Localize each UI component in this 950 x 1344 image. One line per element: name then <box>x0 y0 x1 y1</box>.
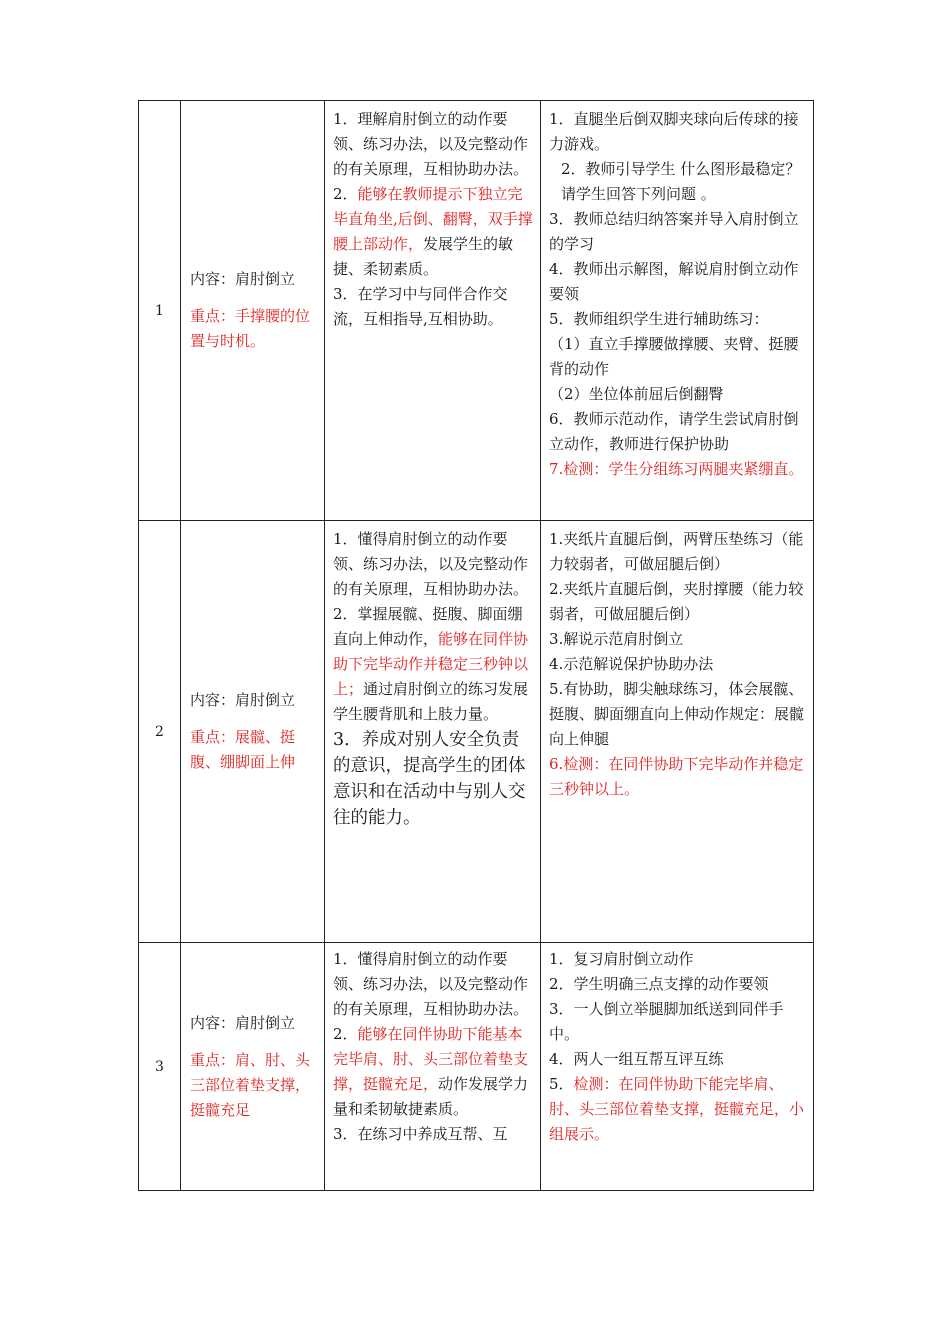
key-point: 重点：手撑腰的位置与时机。 <box>190 307 311 350</box>
step-item: 4．两人一组互帮互评互练 <box>549 1050 724 1068</box>
step-item: 4．教师出示解图，解说肩肘倒立动作要领 <box>549 260 799 303</box>
goal-item: 1．懂得肩肘倒立的动作要领、练习办法，以及完整动作的有关原理，互相协助办法。 <box>333 950 529 1018</box>
goal-item: 2．掌握展髋、挺腹、脚面绷直向上伸动作，能够在同伴协助下完毕动作并稳定三秒钟以上；通过肩肘倒立的练习发展学生腰背肌和上肢力量。 <box>333 605 529 723</box>
step-item: 2.夹纸片直腿后倒，夹肘撑腰（能力较弱者，可做屈腿后倒） <box>549 580 804 623</box>
goal-item: 1．理解肩肘倒立的动作要领、练习办法，以及完整动作的有关原理，互相协助办法。 <box>333 110 529 178</box>
step-item: 5．教师组织学生进行辅助练习： <box>549 310 769 328</box>
steps-cell <box>541 943 814 1191</box>
goal-item: 1．懂得肩肘倒立的动作要领、练习办法，以及完整动作的有关原理，互相协助办法。 <box>333 530 529 598</box>
goal-item: 2．能够在教师提示下独立完毕直角坐,后倒、翻臀，双手撑腰上部动作，发展学生的敏捷、柔韧素质。 <box>333 185 533 278</box>
steps-cell <box>541 101 814 521</box>
step-check: 7.检测：学生分组练习两腿夹紧绷直。 <box>549 460 804 478</box>
table-row <box>139 943 814 1191</box>
content-label: 内容：肩肘倒立 <box>190 691 296 709</box>
lesson-plan-table <box>138 100 814 1191</box>
goal-item: 3．在学习中与同伴合作交流，互相指导,互相协助。 <box>333 285 508 328</box>
goal-item: 3．在练习中养成互帮、互 <box>333 1125 508 1143</box>
content-label: 内容：肩肘倒立 <box>190 1013 296 1032</box>
key-point: 重点：肩、肘、头三部位着垫支撑，挺髋充足 <box>190 1050 311 1119</box>
table-row <box>139 521 814 943</box>
step-item: 2．教师引导学生 什么图形最稳定？请学生回答下列问题 。 <box>561 160 801 203</box>
topic-cell <box>181 943 325 1191</box>
step-item: （1）直立手撑腰做撑腰、夹臂、挺腰背的动作 <box>549 335 799 378</box>
step-item: 1．复习肩肘倒立动作 <box>549 950 694 968</box>
step-item: 3．一人倒立举腿脚加纸送到同伴手中。 <box>549 1000 784 1043</box>
goal-item: 3．养成对别人安全负责的意识，提高学生的团体意识和在活动中与别人交往的能力。 <box>333 730 526 828</box>
row-number: 3 <box>139 943 181 1191</box>
step-item: 3.解说示范肩肘倒立 <box>549 630 684 648</box>
key-point: 重点：展髋、挺腹、绷脚面上伸 <box>190 728 296 771</box>
row-number: 2 <box>139 521 181 943</box>
goals-cell <box>325 943 541 1191</box>
table-row <box>139 101 814 521</box>
goals-cell <box>325 101 541 521</box>
step-check: 6.检测：在同伴协助下完毕动作并稳定三秒钟以上。 <box>549 755 804 798</box>
step-item: 6．教师示范动作，请学生尝试肩肘倒立动作，教师进行保护协助 <box>549 410 799 453</box>
step-check: 5．检测：在同伴协助下能完毕肩、肘、头三部位着垫支撑，挺髋充足，小组展示。 <box>549 1075 805 1143</box>
topic-cell <box>181 101 325 521</box>
step-item: （2）坐位体前屈后倒翻臀 <box>549 385 724 403</box>
step-item: 1.夹纸片直腿后倒，两臂压垫练习（能力较弱者，可做屈腿后倒） <box>549 530 804 573</box>
topic-cell <box>181 521 325 943</box>
step-item: 3．教师总结归纳答案并导入肩肘倒立的学习 <box>549 210 799 253</box>
content-label: 内容：肩肘倒立 <box>190 270 296 288</box>
goals-cell <box>325 521 541 943</box>
goal-item: 2．能够在同伴协助下能基本完毕肩、肘、头三部位着垫支撑，挺髋充足，动作发展学力量和柔韧敏捷素质。 <box>333 1025 529 1118</box>
step-item: 4.示范解说保护协助办法 <box>549 655 714 673</box>
step-item: 2．学生明确三点支撑的动作要领 <box>549 975 769 993</box>
step-item: 1．直腿坐后倒双脚夹球向后传球的接力游戏。 <box>549 110 799 153</box>
row-number: 1 <box>139 101 181 521</box>
step-item: 5.有协助，脚尖触球练习，体会展髋、挺腹、脚面绷直向上伸动作规定：展髋向上伸腿 <box>549 680 805 748</box>
steps-cell <box>541 521 814 943</box>
